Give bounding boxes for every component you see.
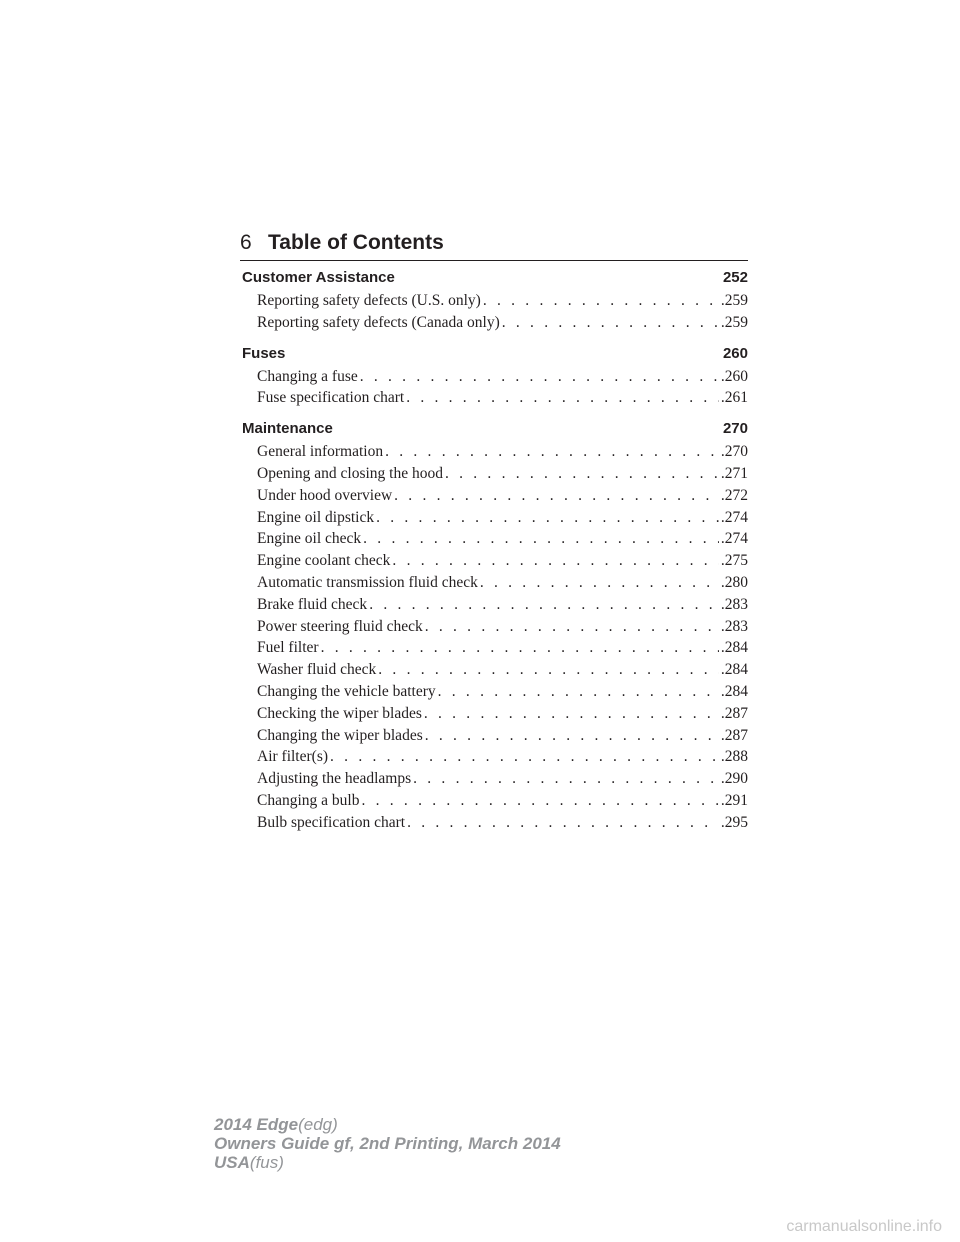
- entry-page: .295: [720, 813, 748, 831]
- document-footer: [214, 1115, 561, 1172]
- page-number: 6: [240, 231, 252, 254]
- toc-section-maintenance: [242, 417, 748, 833]
- entry-title: Under hood overview: [257, 486, 393, 504]
- entry-title: Reporting safety defects (Canada only): [257, 313, 500, 331]
- entry-title: Automatic transmission fluid check: [257, 573, 478, 591]
- toc-section-heading: [242, 266, 748, 290]
- entry-page: .290: [720, 770, 748, 788]
- footer-line-market: [214, 1153, 561, 1172]
- entry-title: Engine coolant check: [257, 552, 391, 570]
- page-title: Table of Contents: [268, 231, 444, 254]
- toc-entry[interactable]: [242, 594, 748, 616]
- toc-entry[interactable]: [242, 768, 748, 790]
- section-title: Customer Assistance: [242, 269, 395, 286]
- entry-title: Changing the vehicle battery: [257, 682, 436, 700]
- entry-title: Fuel filter: [257, 639, 319, 657]
- dot-leader: [363, 528, 719, 550]
- toc-entry[interactable]: [242, 637, 748, 659]
- toc-entry[interactable]: [242, 681, 748, 703]
- toc-entry[interactable]: [242, 725, 748, 747]
- toc-entry[interactable]: [242, 366, 748, 388]
- toc-entry[interactable]: [242, 659, 748, 681]
- entry-title: Fuse specification chart: [257, 389, 405, 407]
- entry-title: Bulb specification chart: [257, 813, 406, 831]
- entry-page: .259: [720, 292, 748, 309]
- entry-page: .260: [720, 367, 748, 385]
- section-title: Fuses: [242, 344, 286, 362]
- entry-title: Changing the wiper blades: [257, 726, 423, 744]
- toc-entry[interactable]: [242, 290, 748, 312]
- dot-leader: [502, 312, 719, 334]
- entry-title: Power steering fluid check: [257, 617, 423, 635]
- entry-page: .291: [720, 791, 748, 809]
- entry-page: .283: [720, 617, 748, 635]
- entry-title: Changing a bulb: [257, 791, 360, 809]
- dot-leader: [369, 594, 719, 616]
- toc-section-fuses: [242, 342, 748, 410]
- dot-leader: [425, 616, 719, 638]
- entry-page: .288: [720, 748, 748, 766]
- toc-section-heading: [242, 342, 748, 366]
- toc-section-heading: [242, 417, 748, 441]
- dot-leader: [480, 572, 719, 594]
- footer-guide: Owners Guide gf, 2nd Printing, March 2014: [214, 1134, 561, 1153]
- dot-leader: [424, 703, 719, 725]
- section-page: 252: [722, 269, 748, 286]
- entry-title: Air filter(s): [257, 748, 329, 766]
- toc-entry[interactable]: [242, 463, 748, 485]
- toc-entry[interactable]: [242, 703, 748, 725]
- entry-page: .275: [720, 552, 748, 570]
- dot-leader: [361, 790, 718, 812]
- toc-entry[interactable]: [242, 746, 748, 768]
- dot-leader: [483, 290, 719, 312]
- dot-leader: [385, 441, 719, 463]
- entry-page: .284: [720, 639, 748, 657]
- entry-page: .274: [720, 508, 748, 526]
- toc-entry[interactable]: [242, 507, 748, 529]
- toc-entry[interactable]: [242, 572, 748, 594]
- entry-title: Engine oil check: [257, 530, 362, 548]
- toc-entry[interactable]: [242, 616, 748, 638]
- section-title: Maintenance: [242, 420, 333, 438]
- table-of-contents: [242, 266, 748, 842]
- entry-title: Changing a fuse: [257, 367, 358, 385]
- dot-leader: [406, 387, 719, 409]
- toc-section-customer-assistance: [242, 266, 748, 334]
- dot-leader: [394, 485, 719, 507]
- footer-line-model: [214, 1115, 561, 1134]
- toc-entry[interactable]: [242, 550, 748, 572]
- entry-page: .284: [720, 682, 748, 700]
- footer-model-code: (edg): [298, 1115, 338, 1134]
- page-header: [240, 230, 748, 261]
- entry-page: .283: [720, 595, 748, 613]
- footer-model: 2014 Edge: [214, 1115, 299, 1134]
- footer-market-code: (fus): [249, 1153, 284, 1172]
- entry-title: Opening and closing the hood: [257, 464, 443, 482]
- toc-entry[interactable]: [242, 528, 748, 550]
- entry-title: Brake fluid check: [257, 595, 368, 613]
- section-page: 270: [722, 420, 748, 438]
- dot-leader: [376, 507, 719, 529]
- dot-leader: [445, 463, 719, 485]
- toc-entry[interactable]: [242, 485, 748, 507]
- toc-entry[interactable]: [242, 790, 748, 812]
- entry-page: .287: [720, 704, 748, 722]
- dot-leader: [413, 768, 719, 790]
- entry-page: .287: [720, 726, 748, 744]
- entry-page: .272: [720, 486, 748, 504]
- entry-page: .280: [720, 573, 748, 591]
- entry-title: General information: [257, 443, 384, 461]
- entry-page: .261: [720, 389, 748, 407]
- toc-entry[interactable]: [242, 812, 748, 834]
- entry-page: .270: [720, 443, 748, 461]
- entry-title: Engine oil dipstick: [257, 508, 375, 526]
- watermark: carmanualsonline.info: [786, 1218, 942, 1235]
- dot-leader: [360, 366, 719, 388]
- dot-leader: [330, 746, 719, 768]
- entry-page: .274: [720, 530, 748, 548]
- entry-title: Washer fluid check: [257, 661, 377, 679]
- entry-page: .284: [720, 661, 748, 679]
- dot-leader: [425, 725, 719, 747]
- dot-leader: [438, 681, 719, 703]
- footer-market: USA: [214, 1153, 250, 1172]
- dot-leader: [321, 637, 719, 659]
- toc-entry[interactable]: [242, 387, 748, 409]
- dot-leader: [378, 659, 719, 681]
- dot-leader: [392, 550, 718, 572]
- section-page: 260: [722, 344, 748, 362]
- entry-title: Checking the wiper blades: [257, 704, 422, 722]
- dot-leader: [407, 812, 719, 834]
- entry-page: .259: [720, 313, 748, 331]
- toc-entry[interactable]: [242, 441, 748, 463]
- entry-title: Reporting safety defects (U.S. only): [257, 292, 481, 309]
- entry-title: Adjusting the headlamps: [257, 770, 412, 788]
- toc-entry[interactable]: [242, 312, 748, 334]
- entry-page: .271: [720, 464, 748, 482]
